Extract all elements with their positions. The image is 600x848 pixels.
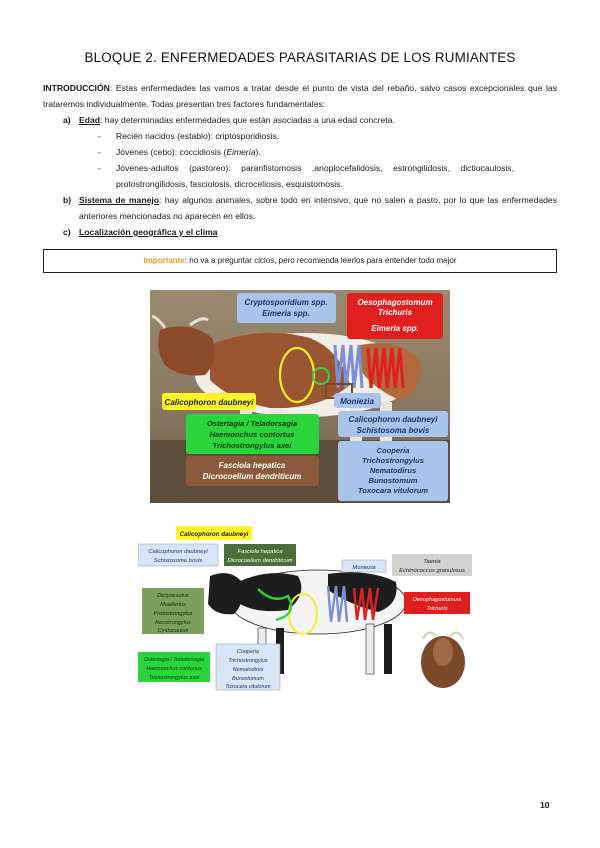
diagram-label-fasciola (224, 544, 296, 566)
label-text: Haemonchus contortus (209, 430, 295, 439)
label-cooperia (338, 441, 448, 501)
label-text: Fasciola hepatica (237, 549, 283, 555)
label-text: Cooperia (376, 446, 410, 455)
diagram-label-calicophoron-schistosoma (138, 544, 218, 566)
diagram-label-cooperia (216, 644, 280, 690)
label-text: Calicophoron daubneyi (148, 549, 208, 555)
label-text: Dicrocoelium dendriticum (227, 558, 293, 564)
label-text: Oesophagostomum (357, 298, 433, 307)
factor-marker: c) (63, 227, 71, 237)
label-text: Ostertagia / Teladorsagia (206, 419, 298, 428)
label-text: Schistosoma bovis (153, 558, 203, 564)
label-text: Toxocara vitulorum (357, 486, 429, 495)
label-oesophagostomum (347, 293, 443, 339)
age-item-text-end: ). (255, 147, 261, 157)
label-text: Fasciola hepatica (218, 461, 286, 470)
important-note (43, 249, 557, 273)
label-text: Moniezia (340, 397, 374, 406)
factor-text: : hay determinadas enfermedades que están asociadas a una edad concreta. (100, 115, 395, 125)
factor-text: : hay algunos animales, sobre todo en intensivo, que no salen a pasto, por lo que las enfermedades anteriores mencionadas no aparecen en ellos. (79, 195, 557, 221)
diagram-label-oesophagostomum (404, 592, 470, 614)
label-text: Eimeria spp. (371, 324, 419, 333)
important-text: : no va a preguntar ciclos, pero recomienda leerlos para entender todo mejor (184, 256, 457, 265)
label-text: Trichostrongylus axei (212, 441, 292, 450)
label-calicophoron (162, 393, 256, 410)
page-number: 10 (540, 800, 550, 810)
dash-marker: - (98, 147, 101, 157)
label-text: Taenia (423, 559, 441, 565)
age-item-text: Recién nacidos (establo): criptosporidiosis. (116, 131, 280, 141)
label-text: Trichostrongylus (228, 658, 268, 664)
intro-label: INTRODUCCIÓN (43, 83, 110, 93)
label-text: Nematodirus (369, 466, 417, 475)
intro-paragraph (43, 80, 557, 112)
diagram-label-dictyocaulus (142, 588, 204, 634)
label-text: Trichuris (426, 606, 448, 612)
label-cryptosporidium (237, 293, 336, 323)
label-text: Calicophoron daubneyi (179, 531, 249, 538)
label-text: Moniezia (352, 565, 376, 571)
label-text: Calicophoron daubneyi (348, 415, 438, 424)
factor-label: Edad (79, 115, 101, 125)
intro-text: : Estas enfermedades las vamos a tratar desde el punto de vista del rebaño, salvo casos excepcionales que las trataremos individualmente. Todas presentan tres factores fundamentales: (43, 83, 557, 109)
diagram-label-taenia (392, 554, 472, 576)
diagram-label-moniezia (342, 560, 386, 572)
label-text: Bunostomum (232, 676, 264, 682)
label-text: Neostrongylus (155, 620, 191, 626)
label-text: Trichostrongylus (362, 456, 424, 465)
dash-marker: - (98, 131, 101, 141)
cow-diagram-figure (138, 524, 474, 694)
label-fasciola (186, 456, 319, 486)
label-text: Cystocaulus (157, 628, 189, 634)
label-text: Toxocara vitulorum (225, 684, 271, 690)
page-title: BLOQUE 2. ENFERMEDADES PARASITARIAS DE LOS RUMIANTES (84, 50, 516, 65)
diagram-label-ostertagia (138, 652, 210, 682)
label-moniezia (334, 393, 381, 408)
label-text: Cryptosporidium spp. (244, 298, 328, 307)
label-text: Calicophoron daubneyi (164, 398, 254, 407)
age-item-text: Jóvenes (cebo): coccidiosis ( (116, 147, 227, 157)
label-ostertagia (186, 414, 319, 454)
label-text: Echinococcus granulosus (399, 568, 465, 574)
label-text: Trichostrongylus axei (148, 675, 200, 681)
label-text: Trichuris (377, 308, 413, 317)
age-item-italic: Eimeria (226, 147, 256, 157)
label-text: Ostertagia / Teladorsagia (143, 657, 205, 663)
label-text: Muellerius (160, 602, 186, 608)
important-label: Importante (143, 256, 185, 265)
label-text: Schistosoma bovis (356, 426, 430, 435)
factor-label: Sistema de manejo (79, 195, 159, 205)
label-text: Dictyocaulus (157, 593, 189, 599)
label-text: Haemonchus contortus (146, 666, 202, 672)
factor-marker: a) (63, 115, 71, 125)
age-item-text: Jóvenes-adultos (pastoreo): paranfistomosis ,anoplocefalidosis, estrongilidosis, dictiocaulosis, protostrongilidosis, fasciolosis, dicroceliosis, esquistomosis. (116, 163, 514, 189)
label-text: Oesophagostomum (412, 597, 462, 603)
label-text: Protostrongylus (153, 611, 193, 617)
cow-photo-figure (150, 290, 450, 503)
label-calicophoron-schistosoma (338, 411, 448, 437)
diagram-label-calicophoron (176, 526, 252, 540)
label-text: Eimeria spp. (262, 309, 310, 318)
label-text: Cooperia (237, 649, 259, 655)
label-text: Dicrocoelium dendriticum (202, 472, 302, 481)
label-text: Nematodirus (232, 667, 264, 673)
label-text: Bunostomum (368, 476, 418, 485)
factor-marker: b) (63, 195, 72, 205)
dash-marker: - (98, 163, 101, 173)
factor-label: Localización geográfica y el clima (79, 227, 218, 237)
